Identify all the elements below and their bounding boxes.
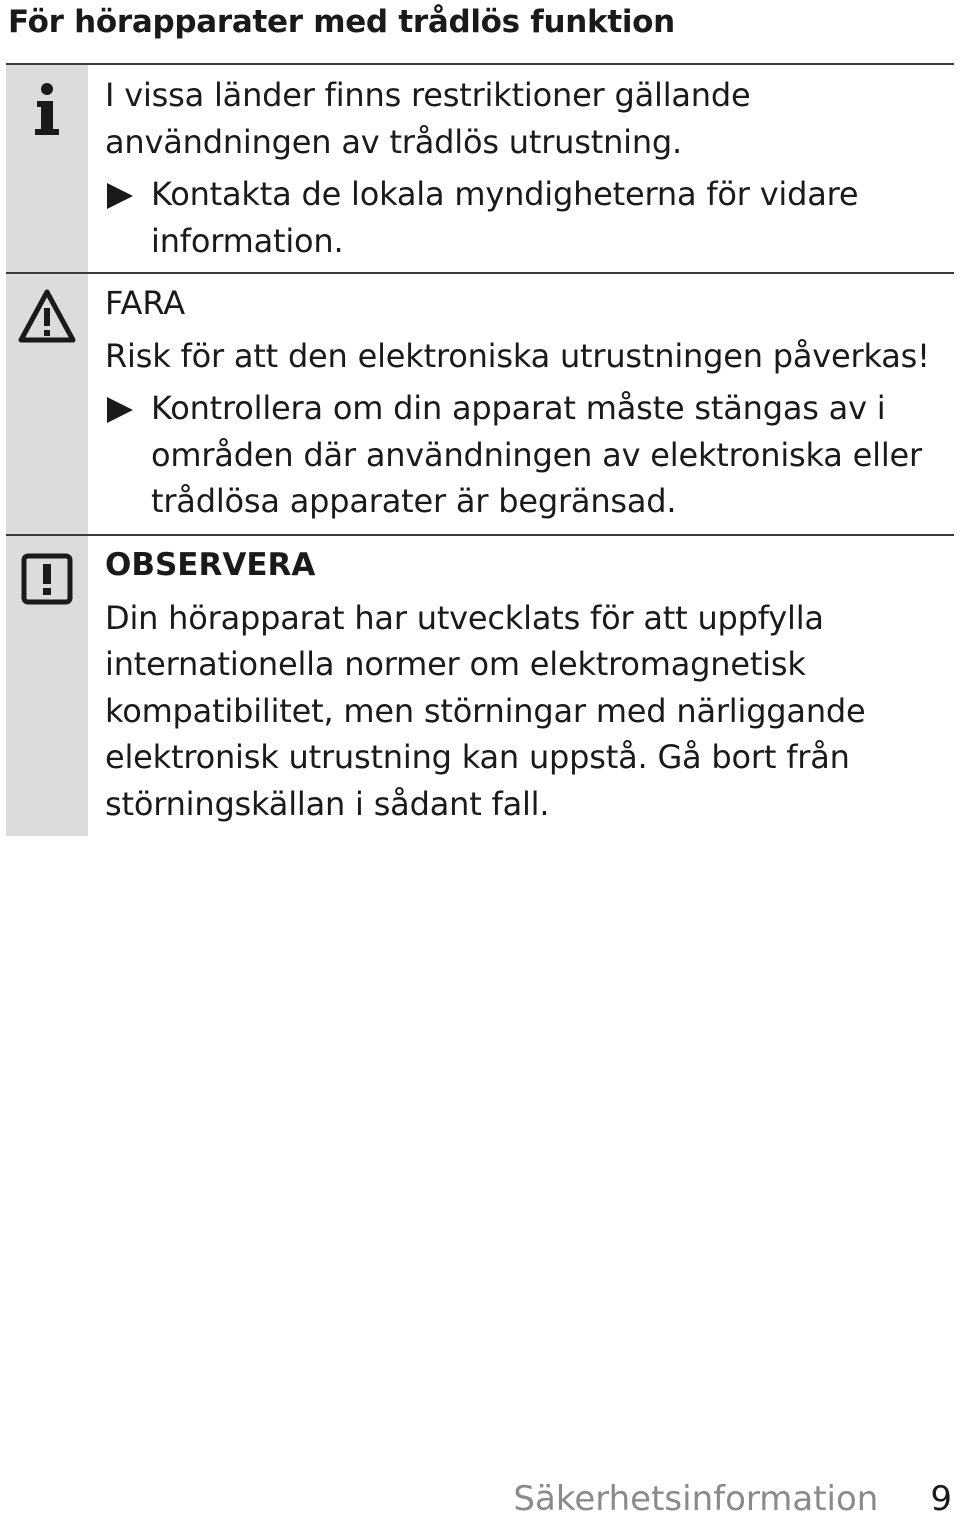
icon-column [6, 536, 88, 836]
info-notice-bullet [105, 171, 954, 264]
safety-notice-table [6, 63, 954, 836]
danger-notice-bullet-text: Kontrollera om din apparat måste stängas av i områden där användningen av elektroniska eller trådlösa apparater är begränsad. [151, 389, 922, 520]
caution-notice [6, 536, 954, 836]
info-notice-bullet-text: Kontakta de lokala myndigheterna för vidare information. [151, 175, 859, 260]
caution-signal-word: OBSERVERA [105, 547, 316, 583]
page-number: 9 [930, 1479, 952, 1519]
warning-triangle-icon [17, 288, 77, 344]
icon-column [6, 274, 88, 534]
footer-section-title: Säkerhetsinformation [513, 1479, 879, 1519]
info-notice-text: I vissa länder finns restriktioner gällande användningen av trådlös utrustning. [105, 76, 751, 161]
caution-notice-text: Din hörapparat har utvecklats för att uppfylla internationella normer om elektromagnetisk kompatibilitet, men störningar med närliggande elektronisk utrustning kan uppstå. Gå bort från störningskällan i sådant fall. [105, 598, 866, 823]
info-icon [17, 79, 77, 149]
info-notice [6, 65, 954, 274]
page-footer [513, 1479, 952, 1519]
exclamation-box-icon [17, 550, 77, 610]
caution-notice-content [88, 536, 954, 836]
danger-notice-bullet [105, 385, 954, 525]
icon-column [6, 65, 88, 272]
danger-signal-word: FARA [105, 284, 186, 322]
danger-notice-text: Risk för att den elektroniska utrustningen påverkas! [105, 336, 930, 375]
danger-notice [6, 274, 954, 536]
danger-notice-content [88, 274, 954, 534]
arrow-bullet-icon [105, 385, 151, 525]
info-notice-content [88, 65, 954, 272]
arrow-bullet-icon [105, 171, 151, 264]
page-title: För hörapparater med trådlös funktion [8, 4, 675, 40]
